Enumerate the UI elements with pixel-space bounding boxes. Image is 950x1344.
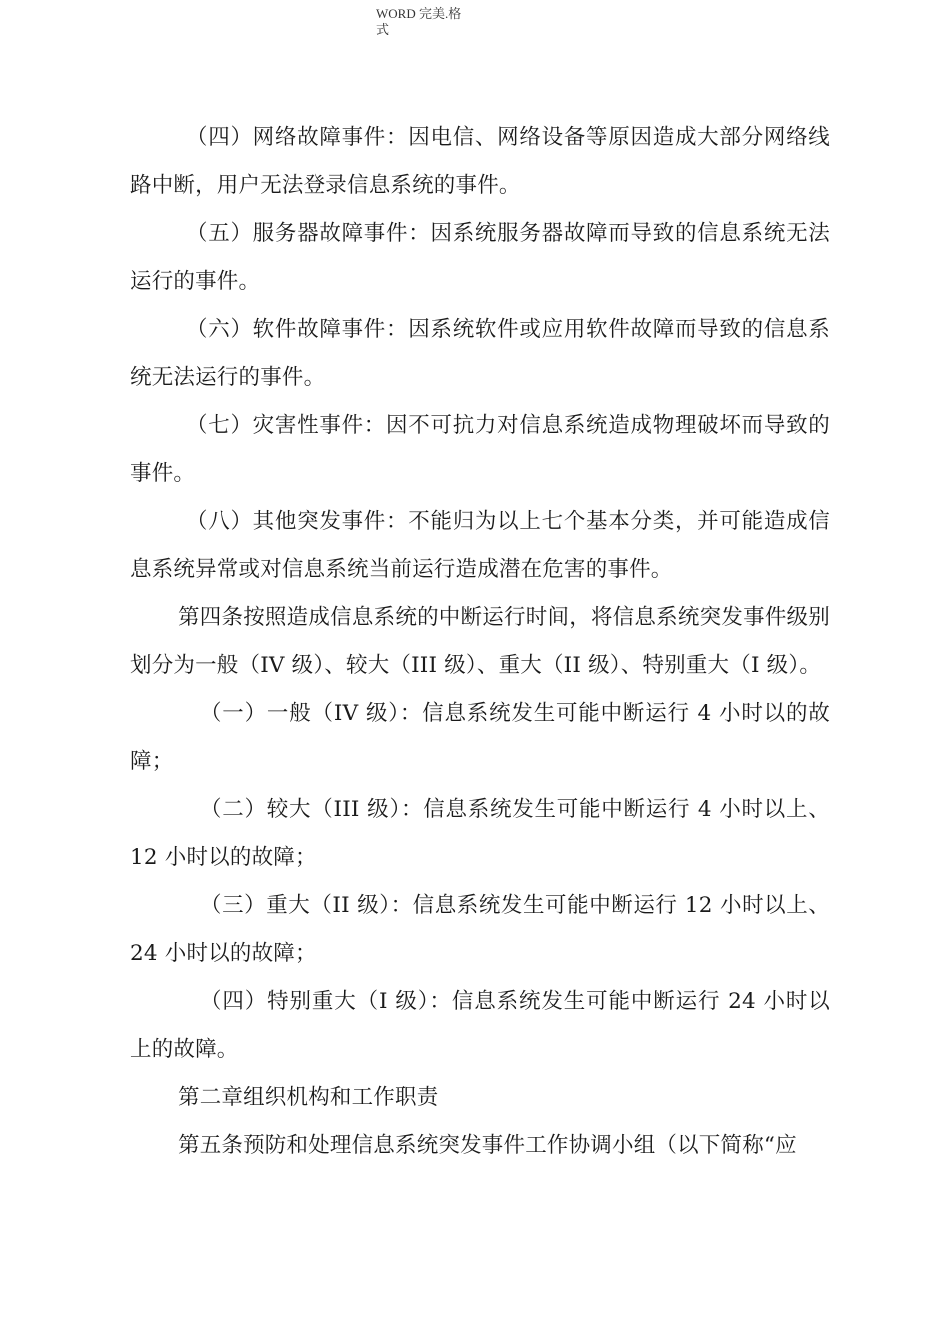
paragraph-article-4: 第四条按照造成信息系统的中断运行时间，将信息系统突发事件级别划分为一般（IV 级）、较大（III 级）、重大（II 级）、特别重大（I 级）。 bbox=[130, 605, 830, 678]
paragraph-network-failure: （四）网络故障事件：因电信、网络设备等原因造成大部分网络线路中断，用户无法登录信息系统的事件。 bbox=[130, 125, 830, 198]
paragraph-disaster-event: （七）灾害性事件：因不可抗力对信息系统造成物理破坏而导致的事件。 bbox=[130, 413, 830, 486]
paragraph-level-i: （四）特别重大（I 级）：信息系统发生可能中断运行 24 小时以上的故障。 bbox=[130, 989, 830, 1062]
chapter-2-heading: 第二章组织机构和工作职责 bbox=[178, 1085, 439, 1110]
paragraph-software-failure: （六）软件故障事件：因系统软件或应用软件故障而导致的信息系统无法运行的事件。 bbox=[130, 317, 830, 390]
page-header-watermark bbox=[376, 6, 496, 38]
header-line-1: WORD 完美.格 bbox=[376, 6, 462, 21]
paragraph-server-failure: （五）服务器故障事件：因系统服务器故障而导致的信息系统无法运行的事件。 bbox=[130, 221, 830, 294]
header-line-2: 式 bbox=[376, 22, 390, 37]
paragraph-level-iv: （一）一般（IV 级）：信息系统发生可能中断运行 4 小时以的故障； bbox=[130, 701, 830, 774]
paragraph-level-iii: （二）较大（III 级）：信息系统发生可能中断运行 4 小时以上、12 小时以的故障； bbox=[130, 797, 830, 870]
document-body bbox=[130, 114, 830, 1170]
paragraph-article-5: 第五条预防和处理信息系统突发事件工作协调小组（以下简称“应 bbox=[178, 1133, 797, 1158]
paragraph-other-events: （八）其他突发事件：不能归为以上七个基本分类，并可能造成信息系统异常或对信息系统当前运行造成潜在危害的事件。 bbox=[130, 509, 830, 582]
paragraph-level-ii: （三）重大（II 级）：信息系统发生可能中断运行 12 小时以上、24 小时以的故障； bbox=[130, 893, 830, 966]
